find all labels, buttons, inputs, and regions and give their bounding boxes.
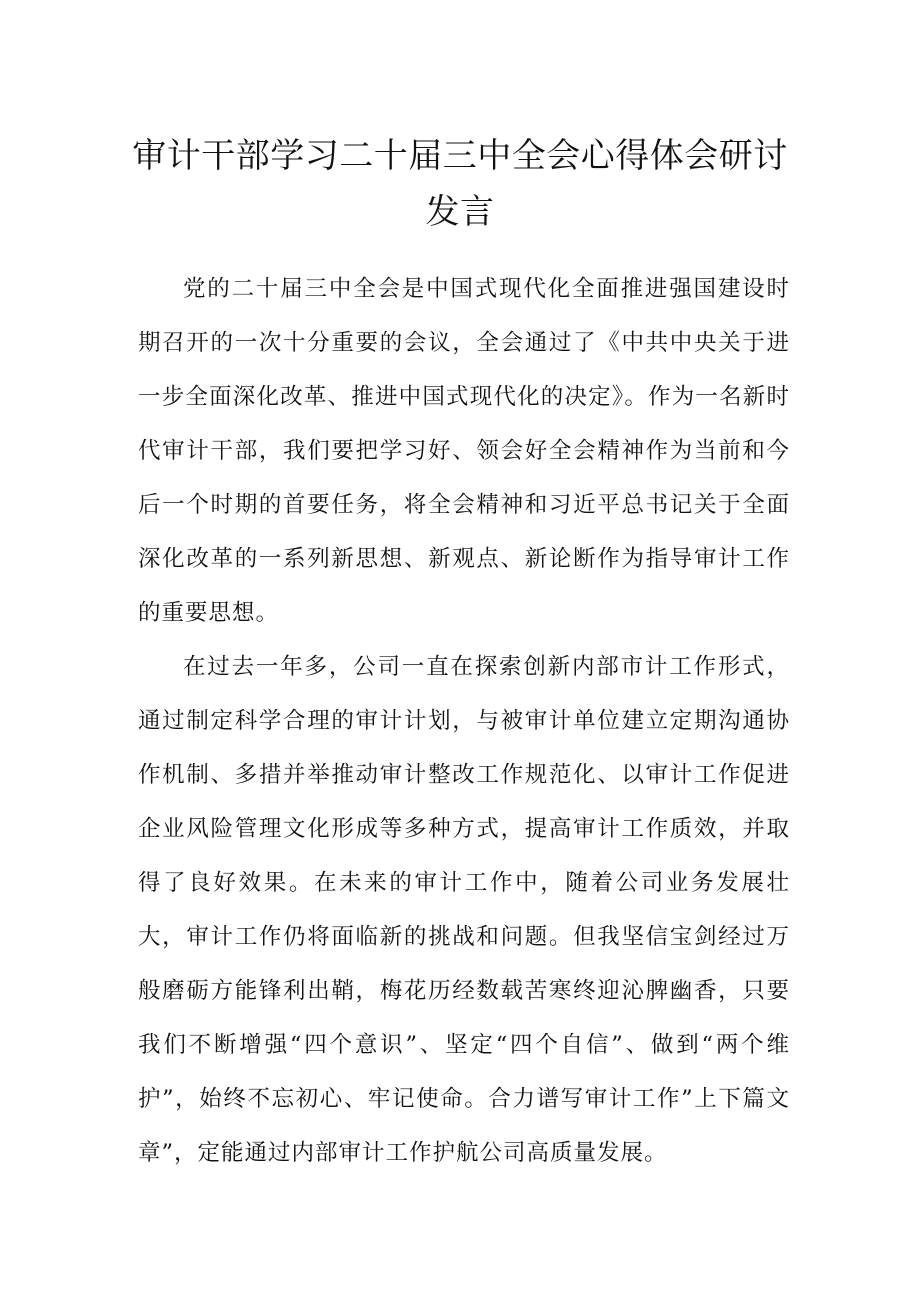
document-title: 审计干部学习二十届三中全会心得体会研讨发言 — [132, 136, 788, 232]
paragraph-1: 党的二十届三中全会是中国式现代化全面推进强国建设时期召开的一次十分重要的会议，全会通过了《中共中央关于进一步全面深化改革、推进中国式现代化的决定》。作为一名新时代审计干部，我们要把学习好、领会好全会精神作为当前和今后一个时期的首要任务，将全会精神和习近平总书记关于全面深化改革的一系列新思想、新观点、新论断作为指导审计工作的重要思想。 — [138, 276, 790, 626]
document-body — [138, 262, 790, 1180]
paragraph-2: 在过去一年多，公司一直在探索创新内部市计工作形式，通过制定科学合理的审计计划，与被审计单位建立定期沟通协作机制、多措并举推动审计整改工作规范化、以审计工作促进企业风险管理文化形成等多种方式，提高审计工作质效，并取得了良好效果。在未来的审计工作中，随着公司业务发展壮大，审计工作仍将面临新的挑战和问题。但我坚信宝剑经过万般磨砺方能锋利出鞘，梅花历经数载苦寒终迎沁脾幽香，只要我们不断增强“四个意识”、坚定“四个自信”、做到“两个维护”，始终不忘初心、牢记使命。合力谱写审计工作”上下篇文章”，定能通过内部审计工作护航公司高质量发展。 — [138, 654, 790, 1166]
